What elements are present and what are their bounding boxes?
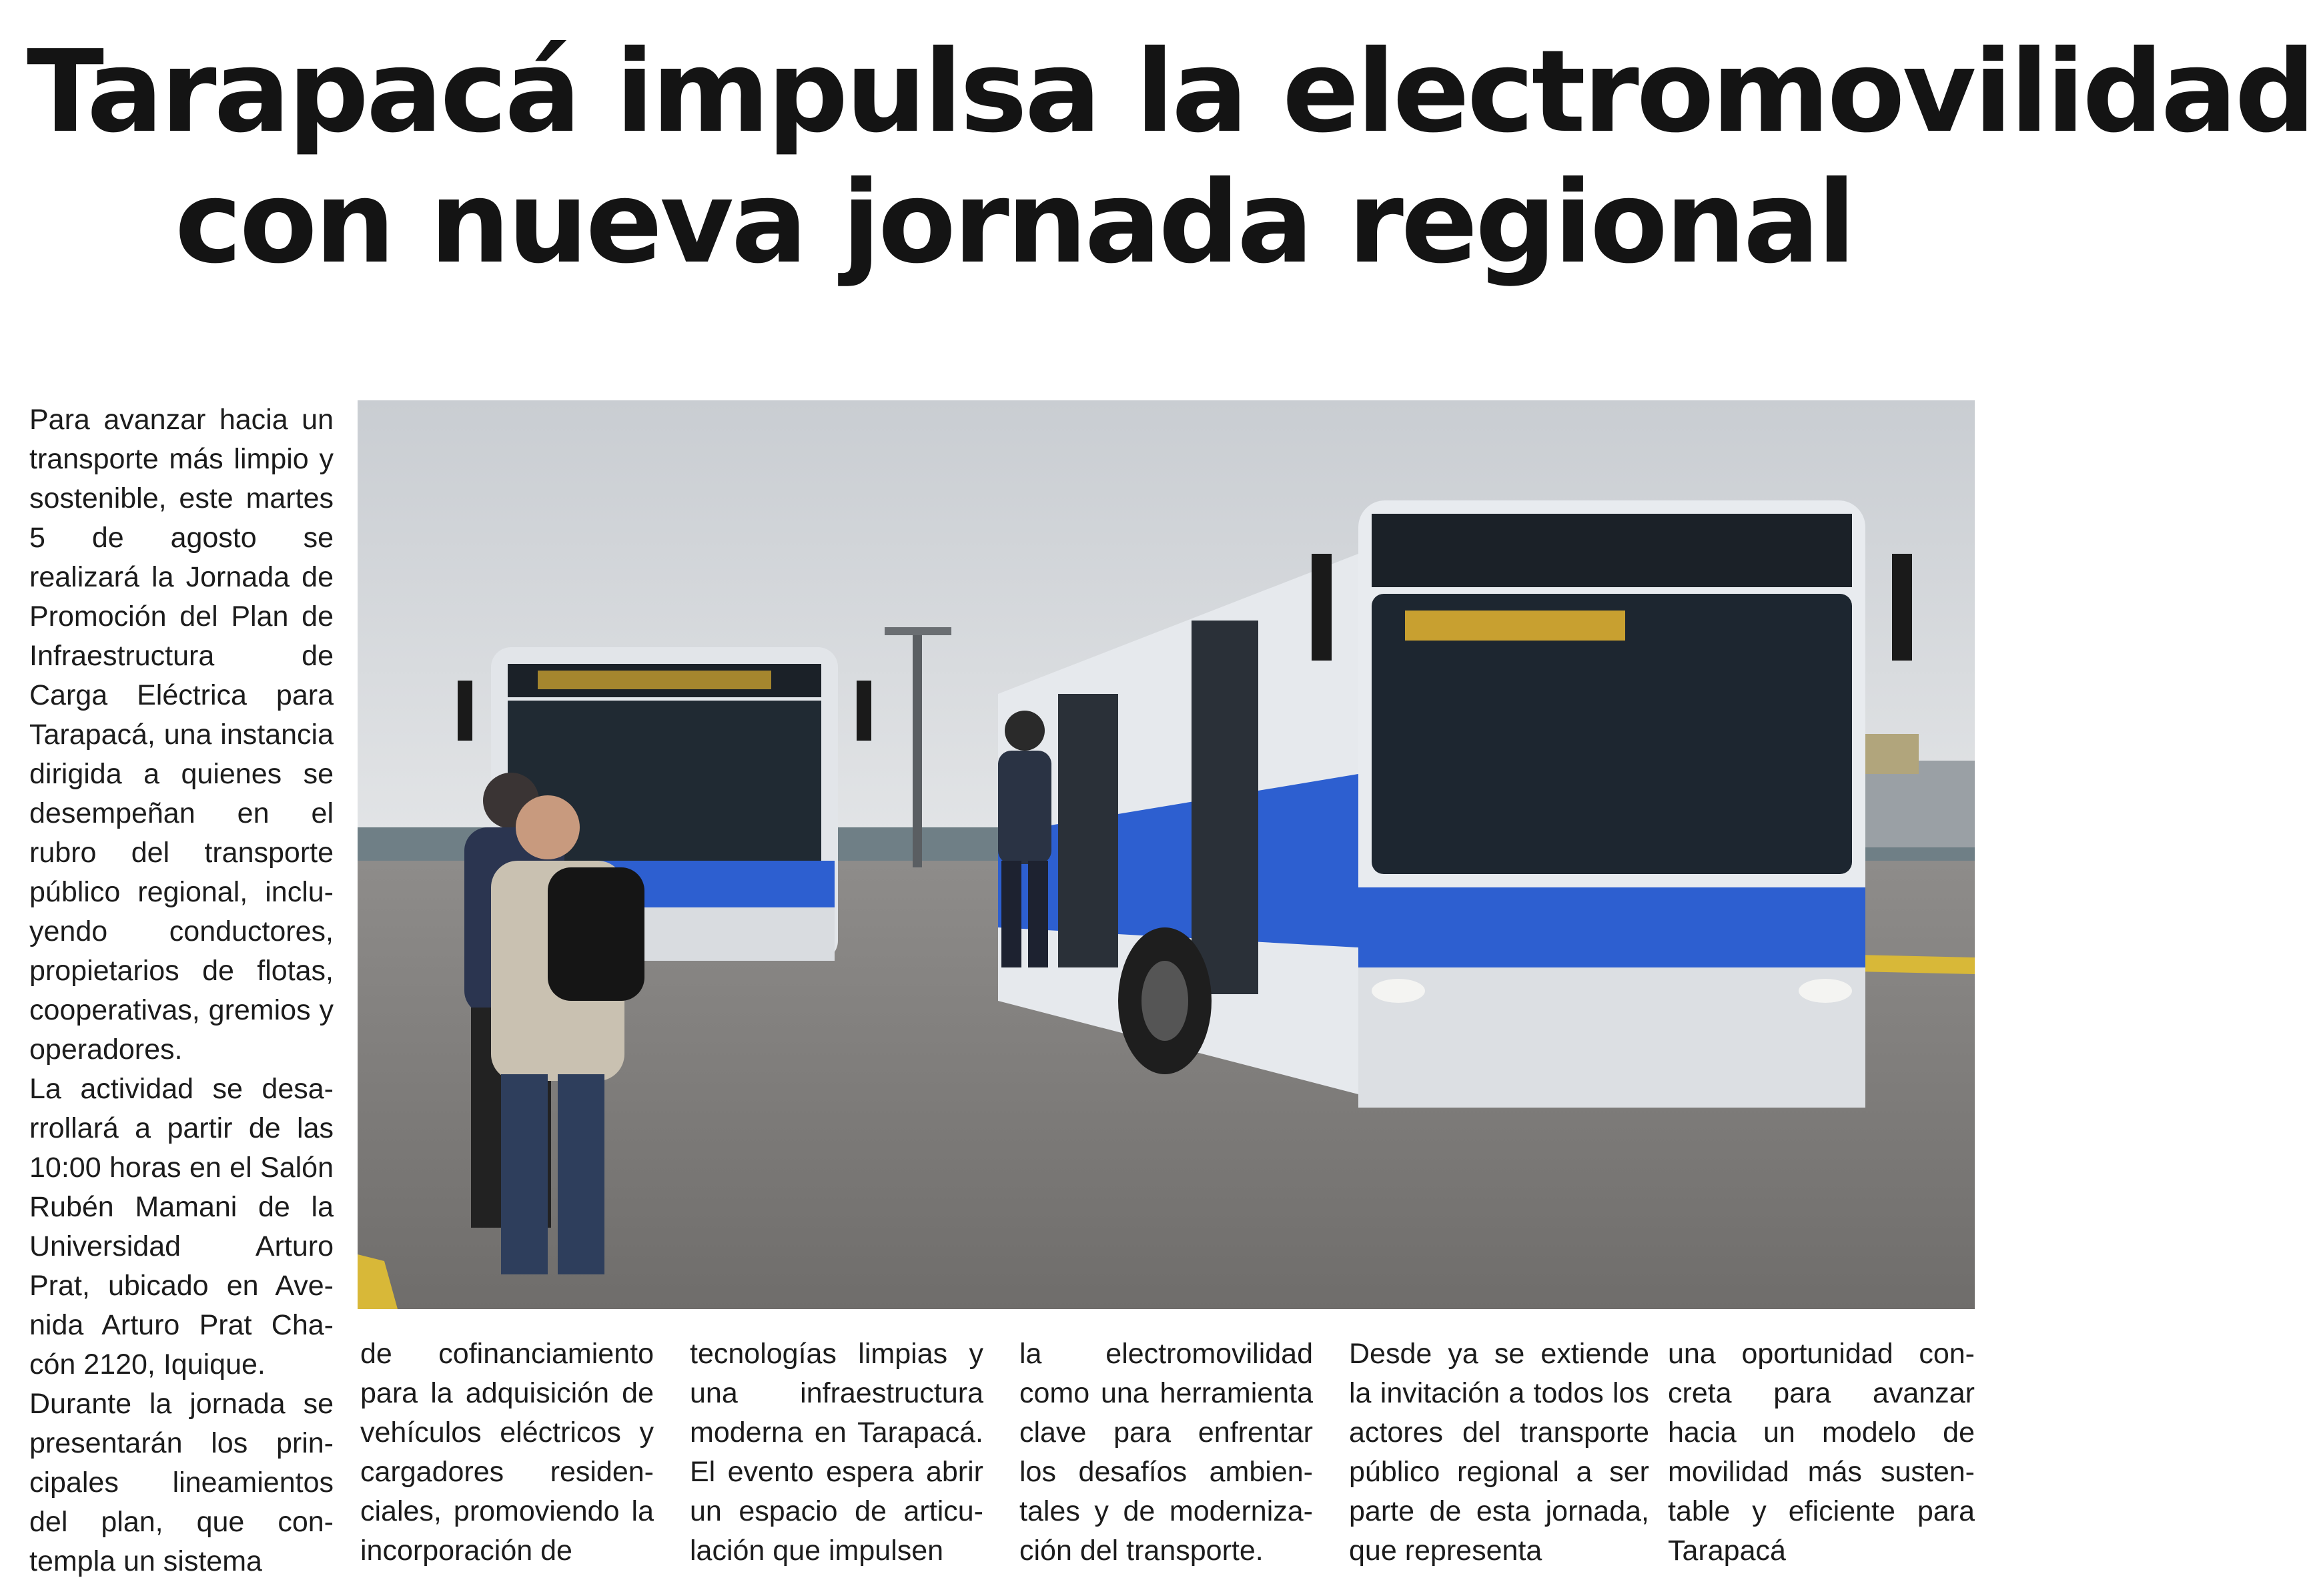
article-column-4 bbox=[1019, 1334, 1313, 1571]
paragraph-col4: la electromovilidad como una herramienta clave para enfrentar los desafíos ambientales y de modernización del transporte. bbox=[1019, 1338, 1313, 1567]
headline bbox=[27, 26, 2313, 289]
lamp-post bbox=[913, 627, 922, 867]
paragraph-col6: una oportunidad concreta para avanzar hacia un modelo de movilidad más sustentable y eficiente para Tarapacá bbox=[1668, 1338, 1975, 1567]
paragraph-venue: La actividad se desarrollará a partir de las 10:00 horas en el Salón Rubén Mamani de la Universidad Arturo Prat, ubicado en Avenida Arturo Prat Chacón 2120, Iquique. bbox=[29, 1073, 334, 1380]
headline-line-2: con nueva jornada regional bbox=[175, 157, 1853, 289]
electric-bus-photo bbox=[358, 400, 1975, 1309]
article-column-5 bbox=[1349, 1334, 1649, 1571]
headline-line-1: Tarapacá impulsa la electromovilidad bbox=[27, 26, 2313, 158]
paragraph-col3: tecnologías limpias y una infraestructura moderna en Tarapacá. El evento espera abrir un espacio de articulación que impulsen bbox=[690, 1338, 983, 1567]
paragraph-col5: Desde ya se extiende la invitación a todos los actores del transporte público regional a ser parte de esta jornada, que representa bbox=[1349, 1338, 1649, 1567]
paragraph-intro: Para avanzar hacia un transporte más limpio y sostenible, este martes 5 de agosto se realizará la Jornada de Promoción del Plan de Infraestructura de Carga Eléctrica para Tarapacá, una instancia dirigida a quienes se desempeñan en el rubro del transporte público regional, incluyendo conductores, propietarios de flotas, cooperativas, gremios y operadores. bbox=[29, 404, 334, 1066]
paragraph-col2: de cofinanciamiento para la adquisición de vehículos eléctricos y cargadores residenciales, promoviendo la incorporación de bbox=[360, 1338, 654, 1567]
article-column-1 bbox=[29, 400, 334, 1581]
article-column-3 bbox=[690, 1334, 983, 1571]
article-column-6 bbox=[1668, 1334, 1975, 1571]
paragraph-plan: Durante la jornada se presentarán los principales lineamientos del plan, que contempla un sistema bbox=[29, 1388, 334, 1577]
article-column-2 bbox=[360, 1334, 654, 1571]
